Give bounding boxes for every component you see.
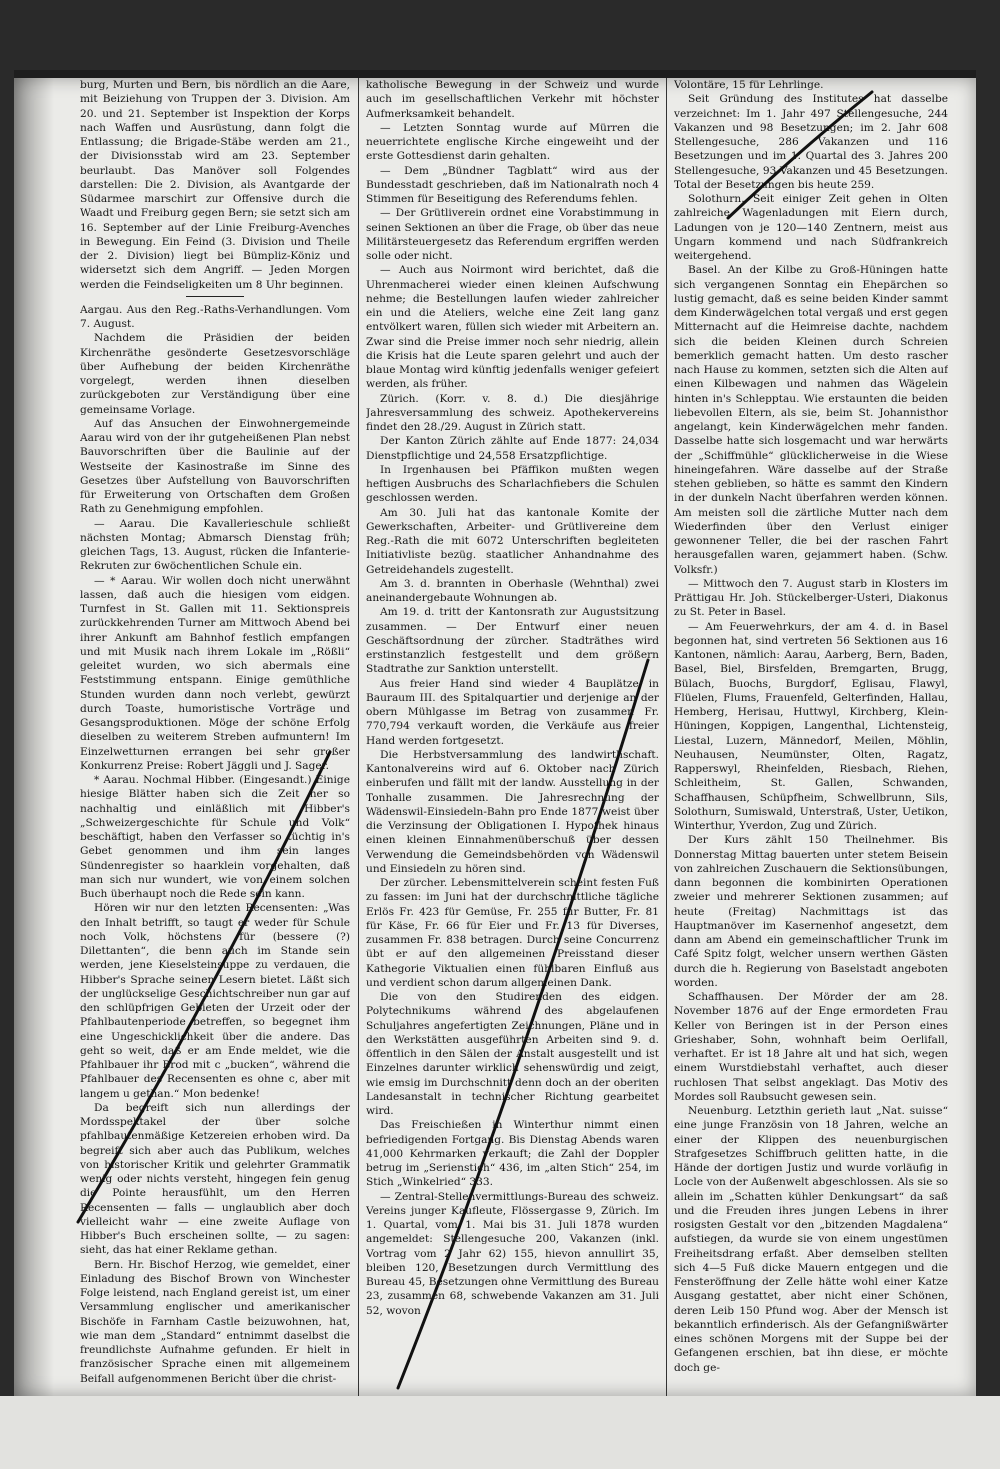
paragraph: burg, Murten und Bern, bis nördlich an die Aare, mit Beiziehung von Truppen der 3. Division. Am 20. und 21. September ist Inspektion der Korps nach Waffen und Ausrüstung, dann folgt die Entlassung; die Brigade-Stäbe werden am 21., der Divisionsstab wird am 23. September beurlaubt. Das Manöver soll Folgendes darstellen: Die 2. Division, als Avantgarde der Südarmee marschirt zur Offensive durch die Waadt und Freiburg gegen Bern; sie setzt sich am 16. September auf der Linie Freiburg-Avenches in Bewegung. Ein Feind (3. Division und Theile der 2. Division) liegt bei Bümpliz-Köniz und widersetzt sich dem Angriff. — Jeden Morgen werden die Feindseligkeiten um 8 Uhr beginnen. [80, 79, 350, 291]
paragraph: — * Aarau. Wir wollen doch nicht unerwähnt lassen, daß auch die hiesigen vom eidgen. Turnfest in St. Gallen mit 11. Sektionspreis zurückkehrenden Turner am Mittwoch Abend bei ihrer Ankunft am Bahnhof festlich empfangen und mit Musik nach ihrem Lokale im „Rößli“ geleitet wurden, wo sich abermals eine Feststimmung entspann. Einige gemüthliche Stunden wurden dann noch verlebt, gewürzt durch Toaste, humoristische Vorträge und Gesangsproduktionen. Möge der schöne Erfolg dieselben zu weiterem Streben aufmuntern! Im Einzelwetturnen errangen bei sehr großer Konkurrenz Preise: Robert Jäggli und J. Sager. [80, 574, 350, 772]
paragraph: — Zentral-Stellenvermittlungs-Bureau des schweiz. Vereins junger Kaufleute, Flössergasse 9, Zürich. Im 1. Quartal, vom 1. Mai bis 31. Juli 1878 wurden angemeldet: Stellengesuche 200, Vakanzen (inkl. Vortrag vom 2 Jahr 62) 155, hievon annullirt 35, bleiben 120, Besetzungen durch Vermittlung des Bureau 45, Besetzungen ohne Vermittlung des Bureau 23, zusammen 68, schwebende Vakanzen am 31. Juli 52, wovon [366, 1190, 659, 1317]
paragraph: Am 19. d. tritt der Kantonsrath zur Augustsitzung zusammen. — Der Entwurf einer neuen Geschäftsordnung der zürcher. Stadträthes wird erstinstanzlich festgestellt und dem größern Stadtrathe zur Sanktion unterstellt. [366, 606, 659, 676]
paragraph: — Am Feuerwehrkurs, der am 4. d. in Basel begonnen hat, sind vertreten 56 Sektionen aus 16 Kantonen, nämlich: Aarau, Aarberg, Bern, Baden, Basel, Biel, Birsfelden, Bremgarten, Brugg, Bülach, Buochs, Burgdorf, Eglisau, Flawyl, Flüelen, Flums, Frauenfeld, Gelterfinden, Hallau, Hemberg, Herisau, Huttwyl, Kirchberg, Klein-Hüningen, Koppigen, Langenthal, Lichtensteig, Liestal, Luzern, Männedorf, Meilen, Möhlin, Neuhausen, Neumünster, Olten, Ragatz, Rapperswyl, Rheinfelden, Riesbach, Riehen, Schleitheim, St. Gallen, Schwanden, Schaffhausen, Schüpfheim, Schwellbrunn, Sils, Solothurn, Sumiswald, Unterstraß, Uster, Uetikon, Winterthur, Yverdon, Zug und Zürich. [674, 620, 948, 832]
paragraph: Seit Gründung des Institutes hat dasselbe verzeichnet: Im 1. Jahr 497 Stellengesuche, 244 Vakanzen und 98 Besetzungen; im 2. Jahr 608 Stellengesuche, 286 Vakanzen und 116 Besetzungen und im 1. Quartal des 3. Jahres 200 Stellengesuche, 93 Vakanzen und 45 Besetzungen. Total der Besetzungen bis heute 259. [674, 93, 948, 191]
paragraph: Die von den Studirenden des eidgen. Polytechnikums während des abgelaufenen Schuljahres angefertigten Zeichnungen, Pläne und in den Werkstätten ausgeführten Arbeiten sind 9. d. öffentlich in den Sälen der Anstalt ausgestellt und ist Einzelnes darunter wirklich sehenswürdig und zeigt, wie emsig im Durchschnitt denn doch an der oberiten Landesanstalt in technischer Richtung gearbeitet wird. [366, 991, 659, 1117]
paragraph: Nachdem die Präsidien der beiden Kirchenräthe gesönderte Gesetzesvorschläge über Aufhebung der beiden Kirchenräthe vorgelegt, werden ihnen dieselben zurückgeboten zur Verständigung über eine gemeinsame Vorlage. [80, 332, 350, 416]
paragraph: Volontäre, 15 für Lehrlinge. [674, 79, 824, 91]
paragraph: — Letzten Sonntag wurde auf Mürren die neuerrichtete englische Kirche eingeweiht und der erste Gottesdienst darin gehalten. [366, 121, 659, 163]
paragraph: Das Freischießen in Winterthur nimmt einen befriedigenden Fortgang. Bis Dienstag Abends waren 41,000 Kehrmarken verkauft; die Zahl der Doppler betrug im „Serienstich“ 436, im „alten Stich“ 254, im Stich „Winkelried“ 333. [366, 1119, 659, 1189]
paragraph: katholische Bewegung in der Schweiz und wurde auch im gesellschaftlichen Verkehr mit höchster Aufmerksamkeit behandelt. [366, 79, 659, 120]
paragraph: Der Kanton Zürich zählte auf Ende 1877: 24,034 Dienstpflichtige und 24,558 Ersatzpflichtige. [366, 435, 659, 462]
paragraph: Auf das Ansuchen der Einwohnergemeinde Aarau wird von der ihr gutgeheißenen Plan nebst Bauvorschriften über die Baulinie auf der Westseite der Kasinostraße im Sinne des Gesetzes über Aufstellung von Bauvorschriften für Erweiterung von Ortschaften dem Großen Rath zu Genehmigung empfohlen. [80, 417, 350, 516]
paragraph: — Mittwoch den 7. August starb in Klosters im Prättigau Hr. Joh. Stückelberger-Usteri, Diakonus zu St. Peter in Basel. [674, 577, 948, 619]
paragraph: Basel. An der Kilbe zu Groß-Hüningen hatte sich vergangenen Sonntag ein Ehepärchen so lustig gemacht, daß es seine beiden Kinder sammt dem Kinderwägelchen total vergaß und erst gegen Mitternacht auf die Heimreise dachte, nachdem sich die beiden Kleinen durch Schreien bemerklich gemacht hatten. Um desto rascher nach Hause zu kommen, setzten sich die Alten auf einen Kilbewagen und nahmen das Wägelein hinten in's Schlepptau. Wie erstaunten die beiden liebevollen Eltern, als sie, beim St. Johannisthor angelangt, kein Kinderwägelchen mehr fanden. Dasselbe hatte sich losgemacht und war herwärts der „Schiffmühle“ glücklicherweise in die Wiese hineingefahren. Wäre dasselbe auf der Straße stehen geblieben, so hätte es sammt den Kindern in der dunkeln Nacht überfahren werden können. Am meisten soll die zärtliche Mutter nach dem Wiederfinden über den Verlust einiger gewonnener Teller, die bei der raschen Fahrt herausgefallen waren, gejammert haben. (Schw. Volksfr.) [674, 264, 948, 576]
paragraph: Die Herbstversammlung des landwirthschaft. Kantonalvereins wird auf 6. Oktober nach Zürich einberufen und fällt mit der landw. Ausstellung in der Tonhalle zusammen. Die Jahresrechnung der Wädenswil-Einsiedeln-Bahn pro Ende 1877 weist über die Verzinsung der Obligationen I. Hypothek hinaus einen kleinen Einnahmenüberschuß über dessen Verwendung die Gemeindsbehörden von Wädenswil und Einsiedeln zu hören sind. [366, 748, 659, 875]
paragraph: Aargau. Aus den Reg.-Raths-Verhandlungen. Vom 7. August. [80, 303, 350, 330]
paragraph: — Dem „Bündner Tagblatt“ wird aus der Bundesstadt geschrieben, daß im Nationalrath noch 4 Stimmen für Beseitigung des Referendums fehlen. [366, 164, 659, 205]
paragraph: Zürich. (Korr. v. 8. d.) Die diesjährige Jahresversammlung des schweiz. Apothekervereins findet den 28./29. August in Zürich statt. [366, 392, 659, 433]
paragraph: Da begreift sich nun allerdings der Mordsspektakel der über solche pfahlbautenmäßige Ketzereien erhoben wird. Da begreift sich aber auch das Publikum, welches von historischer Kritik und gelehrter Grammatik wenig oder nichts versteht, hingegen fein genug die Pointe herausfühlt, um den Herren Recensenten — falls — unglaublich aber doch vielleicht wahr — eine zweite Auflage von Hibber's Buch erscheinen sollte, — zu sagen: sieht, das hat einer Reklame gethan. [80, 1101, 350, 1257]
paragraph: In Irgenhausen bei Pfäffikon mußten wegen heftigen Ausbruchs des Scharlachfiebers die Schulen geschlossen werden. [366, 463, 659, 505]
paragraph: — Aarau. Die Kavallerieschule schließt nächsten Montag; Abmarsch Dienstag früh; gleichen Tags, 13. August, rücken die Infanterie-Rekruten zur 6wöchentlichen Schule ein. [80, 517, 350, 573]
paragraph: Hören wir nur den letzten Recensenten: „Was den Inhalt betrifft, so taugt er weder für Schule noch Volk, höchstens für (bessere (?) Dilettanten“, die benn auch im Stande sein werden, jene Kieselsteinsuppe zu verdauen, die Hibber's Sprache seinen Lesern bietet. Läßt sich der unglückselige Geschichtschreiber nun gar auf den schlüpfrigen Gebieten der Urzeit oder der Pfahlbautenperiode betreffen, so begegnet ihm eine Ungeschicklichkeit über die andere. Das geht so weit, daß er am Ende meldet, wie die Pfahlbauer ihr Brod mit c „bucken“, während die Pfahlbauer des Recensenten es ohne c, aber mit langem u gethan.“ Mon bedenke! [80, 902, 350, 1100]
paragraph: Am 3. d. brannten in Oberhasle (Wehnthal) zwei aneinandergebaute Wohnungen ab. [366, 577, 659, 604]
paragraph: — Auch aus Noirmont wird berichtet, daß die Uhrenmacherei wieder einen kleinen Aufschwung nehme; die Bestellungen laufen wieder zahlreicher ein und die Ateliers, welche eine Zeit lang ganz entvölkert waren, füllen sich wieder mit Arbeitern an. Zwar sind die Preise immer noch sehr niedrig, allein die Krisis hat die Leute sparen gelehrt und auch der blaue Montag wird künftig jedenfalls weniger gefeiert werden, als früher. [366, 264, 659, 391]
paragraph: Der Kurs zählt 150 Theilnehmer. Bis Donnerstag Mittag bauerten unter stetem Beisein von zahlreichen Zuschauern die Sektionsübungen, dann begonnen die kombinirten Operationen zweier und mehrerer Sektionen zusammen; auf heute (Freitag) Nachmittags ist das Hauptmanöver im Kasernenhof angesetzt, dem dann am Abend ein gemeinschaftlicher Trunk im Café Spitz folgt, welcher unsern werthen Gästen durch die h. Regierung von Baselstadt angeboten worden. [674, 834, 948, 989]
paragraph: Der zürcher. Lebensmittelverein scheint festen Fuß zu fassen: im Juni hat der durchschnittliche tägliche Erlös Fr. 423 für Gemüse, Fr. 255 für Butter, Fr. 81 für Käse, Fr. 66 für Eier und Fr. 13 für Diverses, zusammen Fr. 838 betragen. Durch seine Concurrenz übt er auf den allgemeinen Preisstand dieser Kathegorie Viktualien einen fühlbaren Einfluß aus und verdient schon darum allgemeinen Dank. [366, 877, 659, 989]
paragraph: * Aarau. Nochmal Hibber. (Eingesandt.) Einige hiesige Blätter haben sich die Zeit her so nachhaltig und einläßlich mit Hibber's „Schweizergeschichte für Schule und Volk“ beschäftigt, haben den Verfasser so tüchtig in's Gebet genommen und ihm sein langes Sündenregister so haarklein vorgehalten, daß man sich nur wundert, wie von einem solchen Buch überhaupt noch die Rede sein kann. [80, 774, 350, 900]
paragraph: Solothurn. Seit einiger Zeit gehen in Olten zahlreiche Wagenladungen mit Eiern durch, Ladungen von je 120—140 Zentnern, meist aus Ungarn kommend und nach Südfrankreich weitergehend. [674, 193, 948, 262]
paragraph: Neuenburg. Letzthin gerieth laut „Nat. suisse“ eine junge Französin von 18 Jahren, welche an einer der Klippen des neuenburgischen Strafgesetzes Schiffbruch gelitten hatte, in die Hände der dortigen Justiz und wurde vorläufig in Locle von der Außenwelt abgeschlossen. Als sie so allein im „Schatten kühler Denkungsart“ da saß und die Freuden ihres jungen Lebens in ihrer rosigsten Gestalt vor den „bitzenden Magdalena“ aufstiegen, da wurde sie von einem ungestümen Freiheitsdrang erfaßt. Aber demselben stellten sich 4—5 Fuß dicke Mauern entgegen und die Fensteröffnung der Zelle hätte wohl einer Katze Ausgang gestattet, aber nicht einer Schönen, deren Leib 150 Pfund wog. Aber der Mensch ist bekanntlich erfinderisch. Als der Gefangnißwärter eines schönen Morgens mit der Suppe bei der Gefangenen erschien, bat ihn diese, er möchte doch ge- [674, 1105, 948, 1374]
paragraph: — Der Grütliverein ordnet eine Vorabstimmung in seinen Sektionen an über die Frage, ob über das neue Militärsteuergesetz das Referendum ergriffen werden solle oder nicht. [366, 207, 659, 262]
paragraph: Schaffhausen. Der Mörder der am 28. November 1876 auf der Enge ermordeten Frau Keller von Beringen ist in der Person eines Grieshaber, Sohn, wohnhaft beim Oerlifall, verhaftet. Er ist 18 Jahre alt und hat sich, wegen einem Wurstdiebstahl verhaftet, auch dieser ruchlosen That selbst angeklagt. Das Motiv des Mordes soll Raubsucht gewesen sein. [674, 991, 948, 1103]
paragraph: Aus freier Hand sind wieder 4 Bauplätze in Bauraum III. des Spitalquartier und derjenige an der obern Mühlgasse im Betrag von zusammen Fr. 770,794 verkauft worden, die Verkäufe aus freier Hand werden fortgesetzt. [366, 677, 659, 747]
paragraph: Am 30. Juli hat das kantonale Komite der Gewerkschaften, Arbeiter- und Grütlivereine dem Reg.-Rath die mit 6072 Unterschriften begleiteten Initiativliste bezüg. staatlicher Anhandnahme des Getreidehandels zugestellt. [366, 506, 659, 576]
pen-stroke [398, 660, 648, 1388]
pen-stroke [78, 752, 330, 1222]
pen-stroke [728, 92, 872, 218]
paragraph: Bern. Hr. Bischof Herzog, wie gemeldet, einer Einladung des Bischof Brown von Winchester Folge leistend, nach England gereist ist, um einer Versammlung englischer und amerikanischer Bischöfe in Farnham Castle beizuwohnen, hat, wie man dem „Standard“ entnimmt daselbst die freundlichste Aufnahme gefunden. Er hielt in französischer Sprache einen mit allgemeinem Beifall aufgenommenen Bericht über die christ- [80, 1258, 350, 1385]
